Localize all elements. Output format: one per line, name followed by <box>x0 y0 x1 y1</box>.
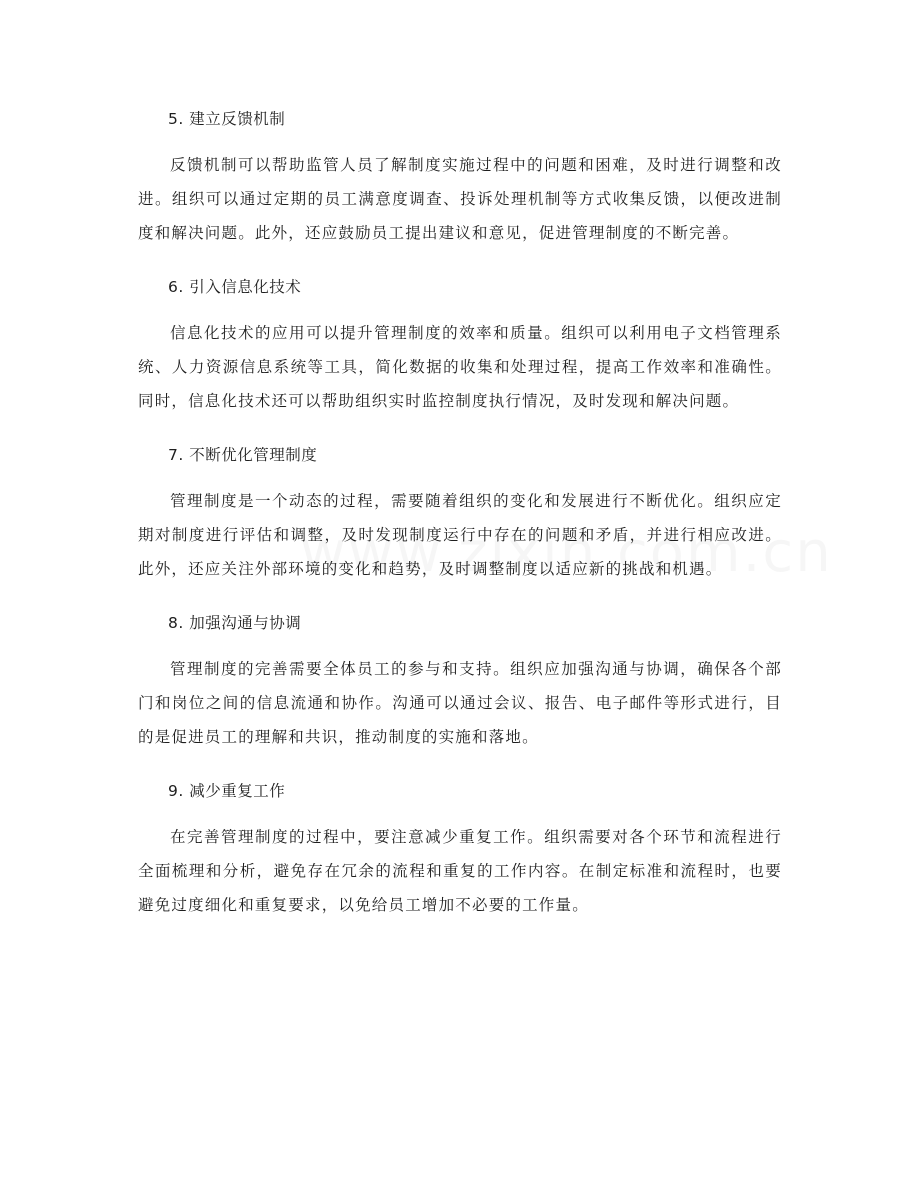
section-information-technology <box>138 270 782 418</box>
section-heading: 5. 建立反馈机制 <box>168 110 286 128</box>
document-body <box>138 102 782 942</box>
section-optimize-system <box>138 438 782 586</box>
section-paragraph: 信息化技术的应用可以提升管理制度的效率和质量。组织可以利用电子文档管理系统、人力资源信息系统等工具，简化数据的收集和处理过程，提高工作效率和准确性。同时，信息化技术还可以帮助组织实时监控制度执行情况，及时发现和解决问题。 <box>138 324 782 410</box>
section-paragraph: 管理制度的完善需要全体员工的参与和支持。组织应加强沟通与协调，确保各个部门和岗位之间的信息流通和协作。沟通可以通过会议、报告、电子邮件等形式进行，目的是促进员工的理解和共识，推动制度的实施和落地。 <box>138 660 782 746</box>
section-reduce-duplication <box>138 774 782 922</box>
section-heading: 6. 引入信息化技术 <box>168 278 302 296</box>
section-heading: 9. 减少重复工作 <box>168 782 286 800</box>
section-heading: 8. 加强沟通与协调 <box>168 614 302 632</box>
section-communication <box>138 606 782 754</box>
section-paragraph: 反馈机制可以帮助监管人员了解制度实施过程中的问题和困难，及时进行调整和改进。组织可以通过定期的员工满意度调查、投诉处理机制等方式收集反馈，以便改进制度和解决问题。此外，还应鼓励员工提出建议和意见，促进管理制度的不断完善。 <box>138 156 782 242</box>
section-paragraph: 管理制度是一个动态的过程，需要随着组织的变化和发展进行不断优化。组织应定期对制度进行评估和调整，及时发现制度运行中存在的问题和矛盾，并进行相应改进。此外，还应关注外部环境的变化和趋势，及时调整制度以适应新的挑战和机遇。 <box>138 492 782 578</box>
section-feedback-mechanism <box>138 102 782 250</box>
section-heading: 7. 不断优化管理制度 <box>168 446 318 464</box>
section-paragraph: 在完善管理制度的过程中，要注意减少重复工作。组织需要对各个环节和流程进行全面梳理和分析，避免存在冗余的流程和重复的工作内容。在制定标准和流程时，也要避免过度细化和重复要求，以免给员工增加不必要的工作量。 <box>138 828 782 914</box>
